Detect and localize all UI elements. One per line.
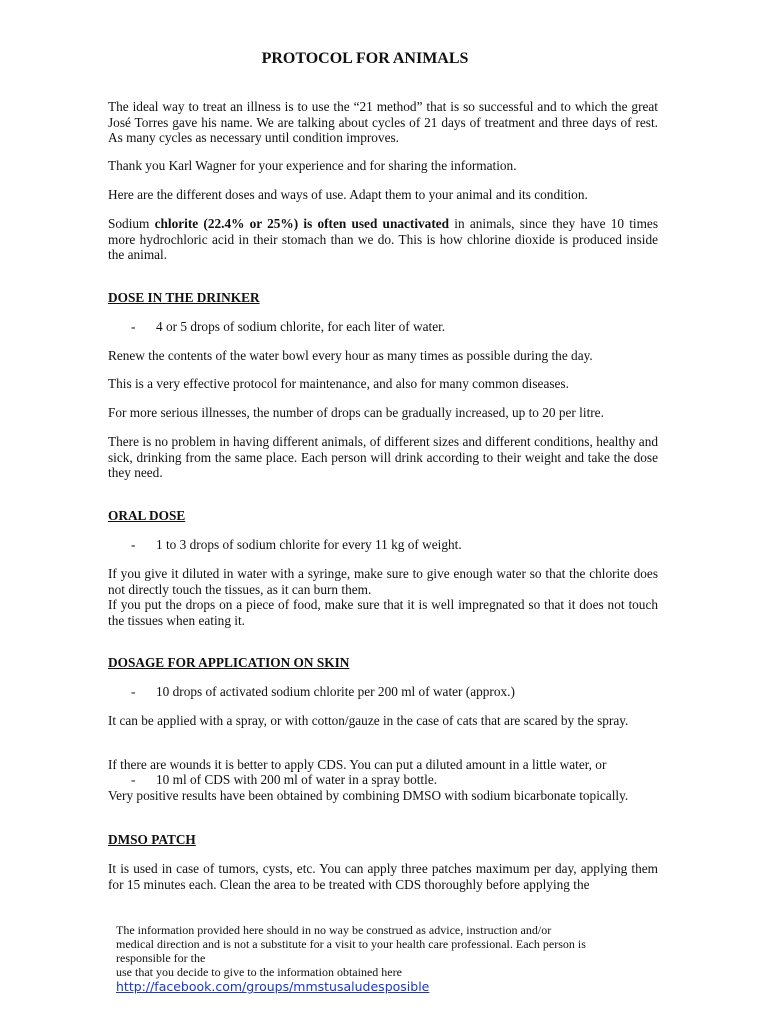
drinker-bullet-text: 4 or 5 drops of sodium chlorite, for each liter of water. [156, 319, 446, 334]
drinker-bullet [131, 319, 661, 335]
chlorite-bold-text: chlorite (22.4% or 25%) is often used unactivated [154, 216, 450, 231]
skin-paragraph-dmso: Very positive results have been obtained by combining DMSO with sodium bicarbonate topically. [108, 788, 629, 803]
section-heading-dmso-patch: DMSO PATCH [108, 832, 196, 847]
oral-bullet-text: 1 to 3 drops of sodium chlorite for every 11 kg of weight. [156, 537, 462, 552]
sodium-text: Sodium [108, 216, 155, 231]
skin-bullet-cds [131, 772, 661, 788]
dmso-paragraph: It is used in case of tumors, cysts, etc. You can apply three patches maximum per day, applying them for 15 minutes each. Clean the area to be treated with CDS thoroughly before applying the [108, 861, 658, 892]
footer-line-1: The information provided here should in no way be construed as advice, instruction and/or [116, 923, 552, 937]
skin-paragraph-cds: If there are wounds it is better to apply CDS. You can put a diluted amount in a little water, or [108, 757, 607, 772]
intro-paragraph-sodium-chlorite [108, 216, 658, 263]
oral-paragraph-syringe: If you give it diluted in water with a syringe, make sure to give enough water so that the chlorite does not directly touch the tissues, as it can burn them. [108, 566, 658, 597]
bullet-dash: - [131, 319, 136, 334]
sodium-rest-text: in animals, since they have 10 times more hydrochloric acid in their stomach than we do. This is how chlorine dioxide is produced inside the animal. [108, 216, 659, 262]
drinker-paragraph-animals: There is no problem in having different animals, of different sizes and different conditions, healthy and sick, drinking from the same place. Each person will drink according to their weight and take the dose they need. [108, 434, 658, 480]
bullet-dash: - [131, 684, 136, 699]
footer-disclaimer [116, 923, 636, 979]
bullet-dash: - [131, 537, 136, 552]
oral-paragraph-food: If you put the drops on a piece of food, make sure that it is well impregnated so that it does not touch the tissues when eating it. [108, 597, 658, 628]
skin-bullet [131, 684, 661, 700]
skin-bullet-cds-text: 10 ml of CDS with 200 ml of water in a spray bottle. [156, 772, 438, 787]
oral-bullet [131, 537, 661, 553]
facebook-group-link[interactable]: http://facebook.com/groups/mmstusaludesposible [116, 979, 430, 994]
intro-paragraph-thanks: Thank you Karl Wagner for your experience and for sharing the information. [108, 158, 517, 173]
drinker-paragraph-serious: For more serious illnesses, the number of drops can be gradually increased, up to 20 per litre. [108, 405, 604, 420]
footer-line-3: use that you decide to give to the information obtained here [116, 965, 402, 979]
intro-paragraph-21-method: The ideal way to treat an illness is to use the “21 method” that is so successful and to which the great José Torres gave his name. We are talking about cycles of 21 days of treatment and three days of rest. As many cycles as necessary until condition improves. [108, 99, 658, 145]
bullet-dash: - [131, 772, 136, 787]
section-heading-drinker: DOSE IN THE DRINKER [108, 290, 260, 305]
footer-line-2: medical direction and is not a substitute for a visit to your health care professional. Each person is responsible for the [116, 937, 586, 965]
intro-paragraph-doses: Here are the different doses and ways of use. Adapt them to your animal and its condition. [108, 187, 588, 202]
section-heading-skin: DOSAGE FOR APPLICATION ON SKIN [108, 655, 350, 670]
page-title: PROTOCOL FOR ANIMALS [261, 50, 469, 67]
section-heading-oral: ORAL DOSE [108, 508, 186, 523]
drinker-paragraph-renew: Renew the contents of the water bowl every hour as many times as possible during the day. [108, 348, 593, 363]
skin-bullet-text: 10 drops of activated sodium chlorite per 200 ml of water (approx.) [156, 684, 515, 699]
drinker-paragraph-maintenance: This is a very effective protocol for maintenance, and also for many common diseases. [108, 376, 569, 391]
skin-paragraph-spray: It can be applied with a spray, or with cotton/gauze in the case of cats that are scared by the spray. [108, 713, 629, 728]
